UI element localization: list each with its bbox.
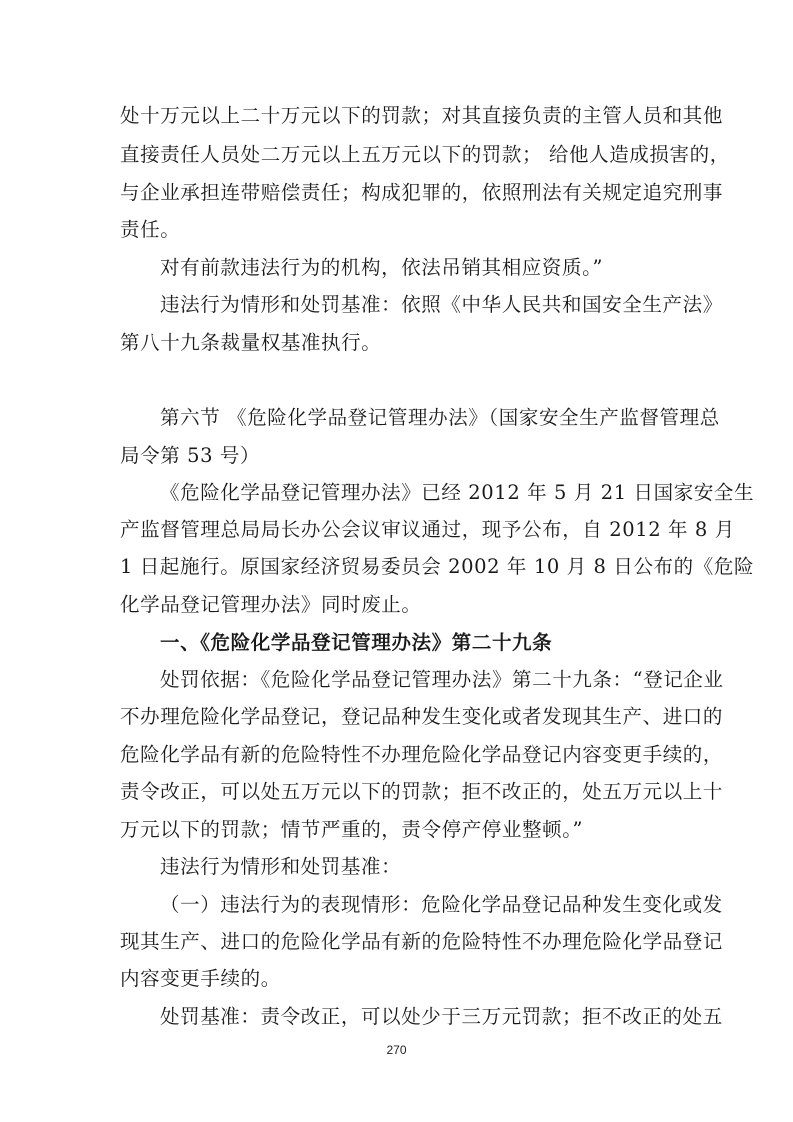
text-line: （一）违法行为的表现情形：危险化学品登记品种发生变化或发: [160, 893, 723, 916]
text-line: 第八十九条裁量权基准执行。: [120, 331, 382, 354]
section-heading: 第六节 《危险化学品登记管理办法》（国家安全生产监督管理总: [160, 406, 720, 429]
article-heading: 一、《危险化学品登记管理办法》第二十九条: [160, 631, 553, 654]
section-heading-cont: 局令第 53 号）: [120, 444, 261, 467]
text-line: 对有前款违法行为的机构，依法吊销其相应资质。”: [160, 256, 604, 279]
text-line: 违法行为情形和处罚基准：: [160, 855, 402, 878]
text-line: 现其生产、进口的危险化学品有新的危险特性不办理危险化学品登记: [120, 930, 724, 953]
text-line: 万元以下的罚款；情节严重的，责令停产停业整顿。”: [120, 818, 584, 841]
text-line: 违法行为情形和处罚基准：依照《中华人民共和国安全生产法》: [160, 293, 723, 316]
text-line: 处罚基准：责令改正，可以处少于三万元罚款；拒不改正的处五: [160, 1005, 723, 1028]
text-line: 产监督管理总局局长办公会议审议通过，现予公布，自 2012 年 8 月: [120, 518, 735, 541]
text-line: 内容变更手续的。: [120, 967, 281, 990]
text-line: 1 日起施行。原国家经济贸易委员会 2002 年 10 月 8 日公布的《危险: [120, 555, 755, 578]
text-line: 处罚依据：《危险化学品登记管理办法》第二十九条：“登记企业: [160, 668, 724, 691]
text-line: 责令改正，可以处五万元以下的罚款；拒不改正的，处五万元以上十: [120, 780, 724, 803]
text-line: 直接责任人员处二万元以上五万元以下的罚款； 给他人造成损害的，: [120, 143, 730, 166]
text-line: 不办理危险化学品登记，登记品种发生变化或者发现其生产、进口的: [120, 705, 724, 728]
text-line: 化学品登记管理办法》同时废止。: [120, 593, 422, 616]
text-line: 责任。: [120, 218, 181, 241]
text-line: 处十万元以上二十万元以下的罚款；对其直接负责的主管人员和其他: [120, 104, 724, 127]
text-line: 与企业承担连带赔偿责任；构成犯罪的，依照刑法有关规定追究刑事: [120, 181, 724, 204]
text-line: 危险化学品有新的危险特性不办理危险化学品登记内容变更手续的，: [120, 743, 724, 766]
page-number: 270: [386, 1043, 407, 1057]
text-line: 《危险化学品登记管理办法》已经 2012 年 5 月 21 日国家安全生: [160, 481, 755, 504]
